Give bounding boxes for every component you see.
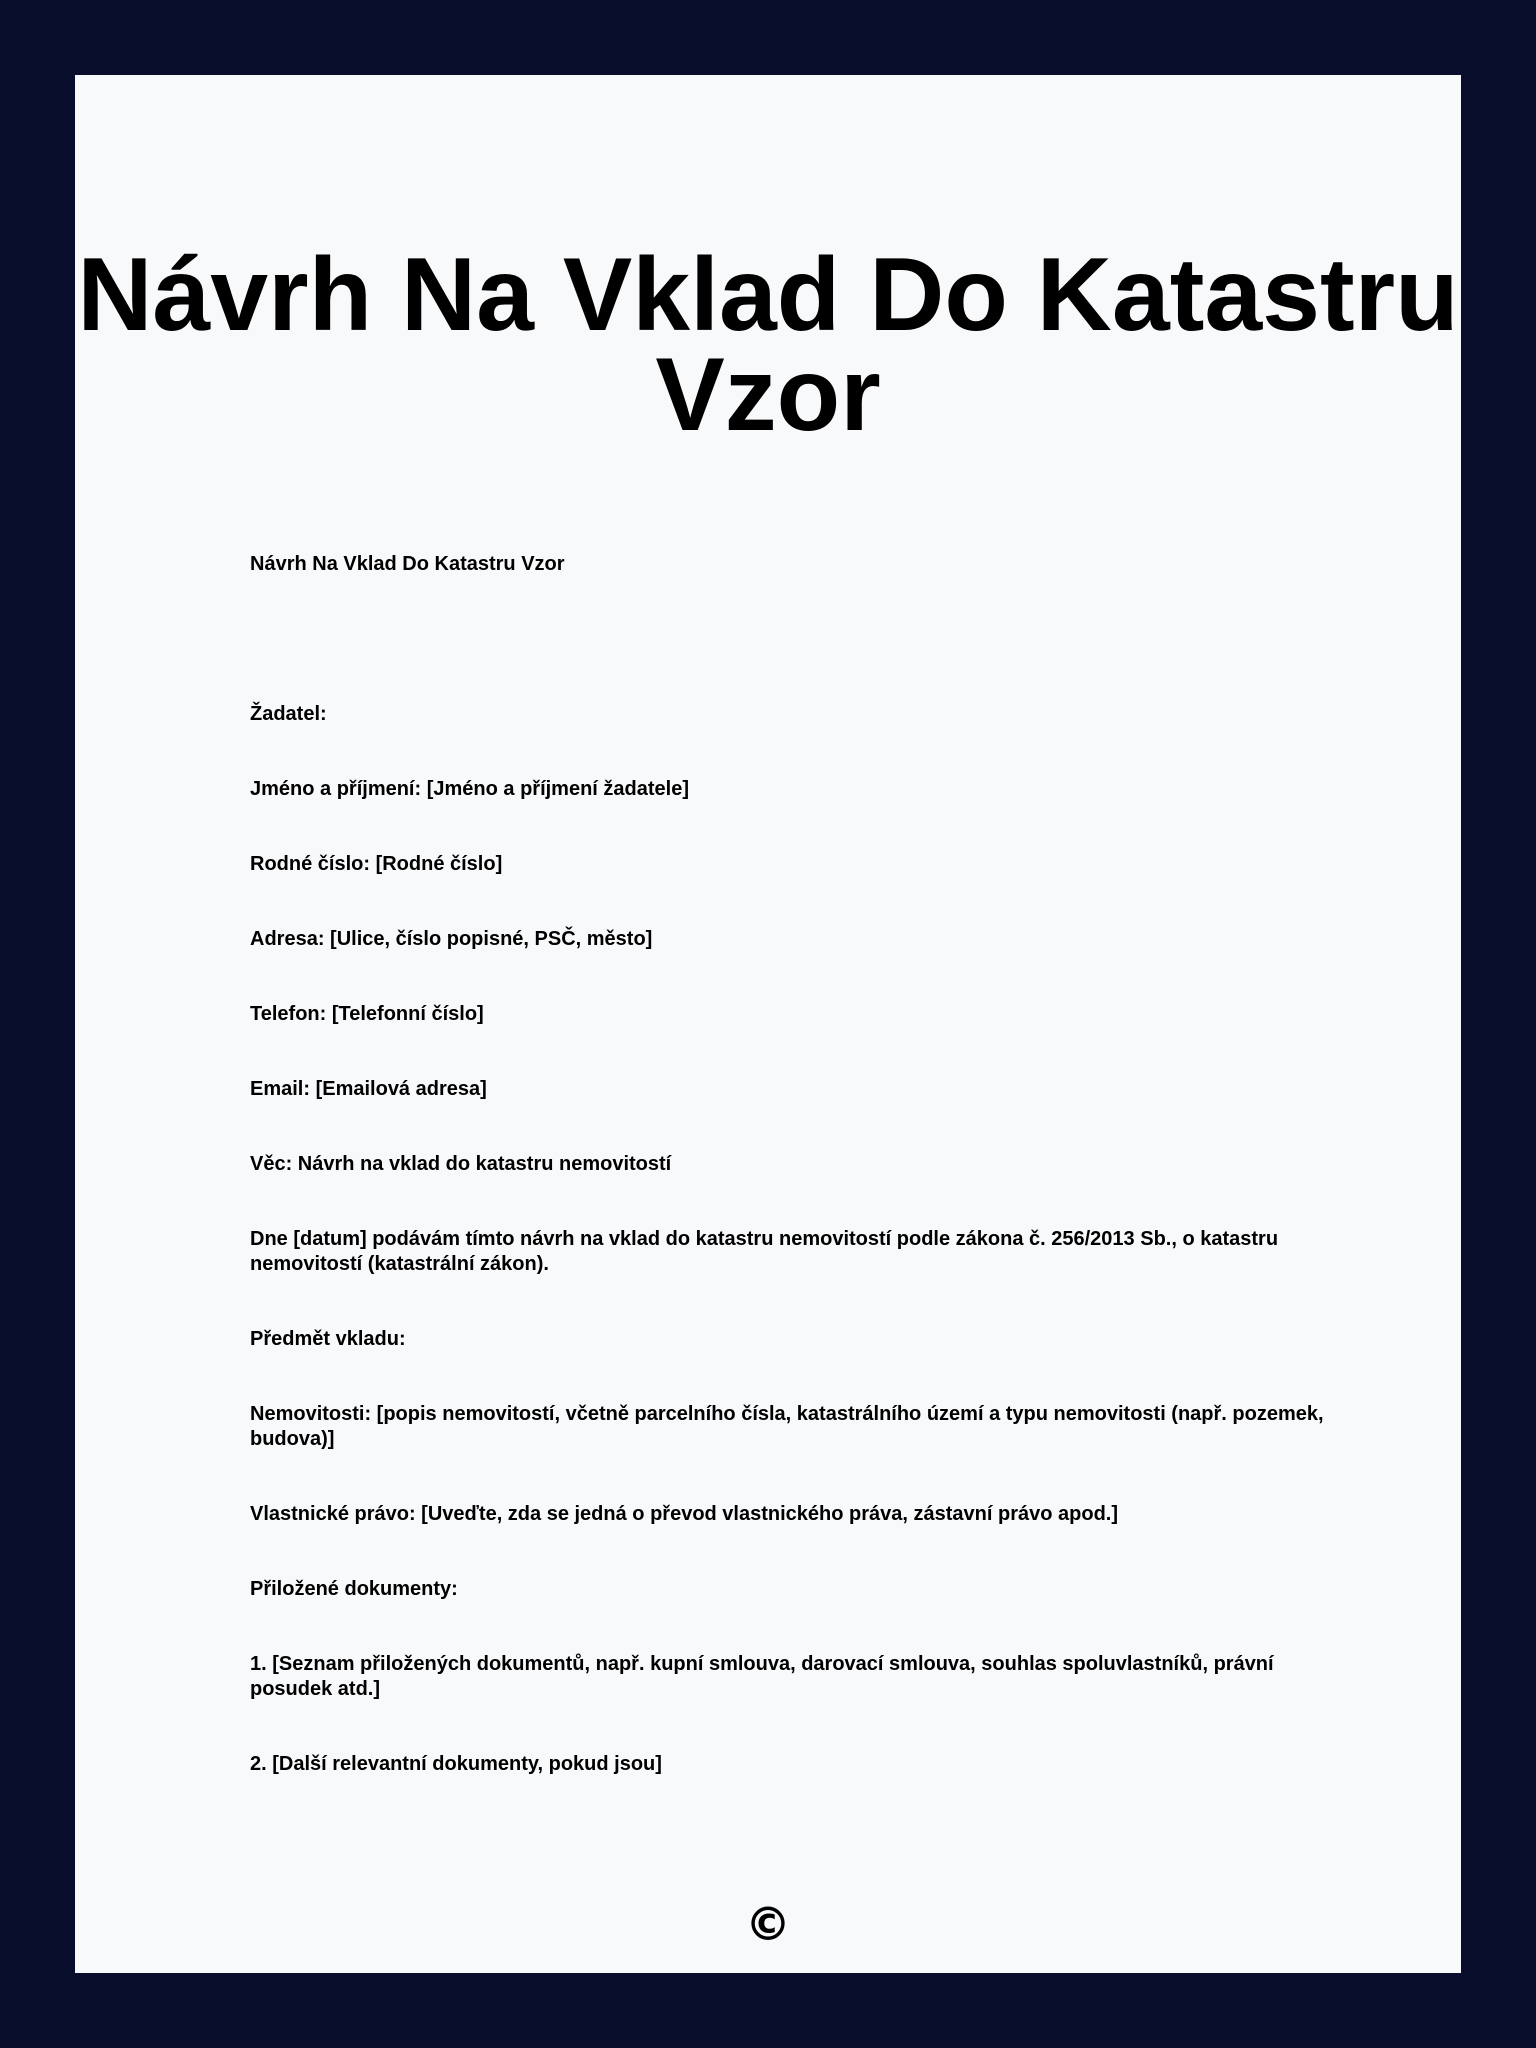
birth-number-field: Rodné číslo: [Rodné číslo]: [250, 853, 503, 875]
phone-field: Telefon: [Telefonní číslo]: [250, 1003, 484, 1025]
attachments-label: Přiložené dokumenty:: [250, 1578, 458, 1600]
document-body: [250, 552, 1360, 1777]
ownership-field: Vlastnické právo: [Uveďte, zda se jedná o převod vlastnického práva, zástavní právo apod.]: [250, 1503, 1118, 1525]
applicant-label: Žadatel:: [250, 703, 327, 725]
properties-field: Nemovitosti: [popis nemovitostí, včetně parcelního čísla, katastrálního území a typu nemovitosti (např. pozemek, budova)]: [250, 1403, 1324, 1450]
page-title: Návrh Na Vklad Do Katastru Vzor: [77, 237, 1459, 453]
applicant-name-field: Jméno a příjmení: [Jméno a příjmení žadatele]: [250, 778, 690, 800]
attachment-item-1: 1. [Seznam přiložených dokumentů, např. kupní smlouva, darovací smlouva, souhlas spoluvlastníků, právní posudek atd.]: [250, 1653, 1274, 1700]
attachment-item-2: 2. [Další relevantní dokumenty, pokud jsou]: [250, 1753, 662, 1775]
deposit-subject-label: Předmět vkladu:: [250, 1328, 406, 1350]
document-heading: Návrh Na Vklad Do Katastru Vzor: [250, 553, 565, 575]
email-field: Email: [Emailová adresa]: [250, 1078, 487, 1100]
address-field: Adresa: [Ulice, číslo popisné, PSČ, město]: [250, 928, 653, 950]
document-page: [75, 75, 1461, 1973]
copyright-icon: ©: [745, 1897, 791, 1951]
intro-paragraph: Dne [datum] podávám tímto návrh na vklad do katastru nemovitostí podle zákona č. 256/2013 Sb., o katastru nemovitostí (katastrální zákon).: [250, 1228, 1279, 1275]
subject-line: Věc: Návrh na vklad do katastru nemovitostí: [250, 1153, 672, 1175]
